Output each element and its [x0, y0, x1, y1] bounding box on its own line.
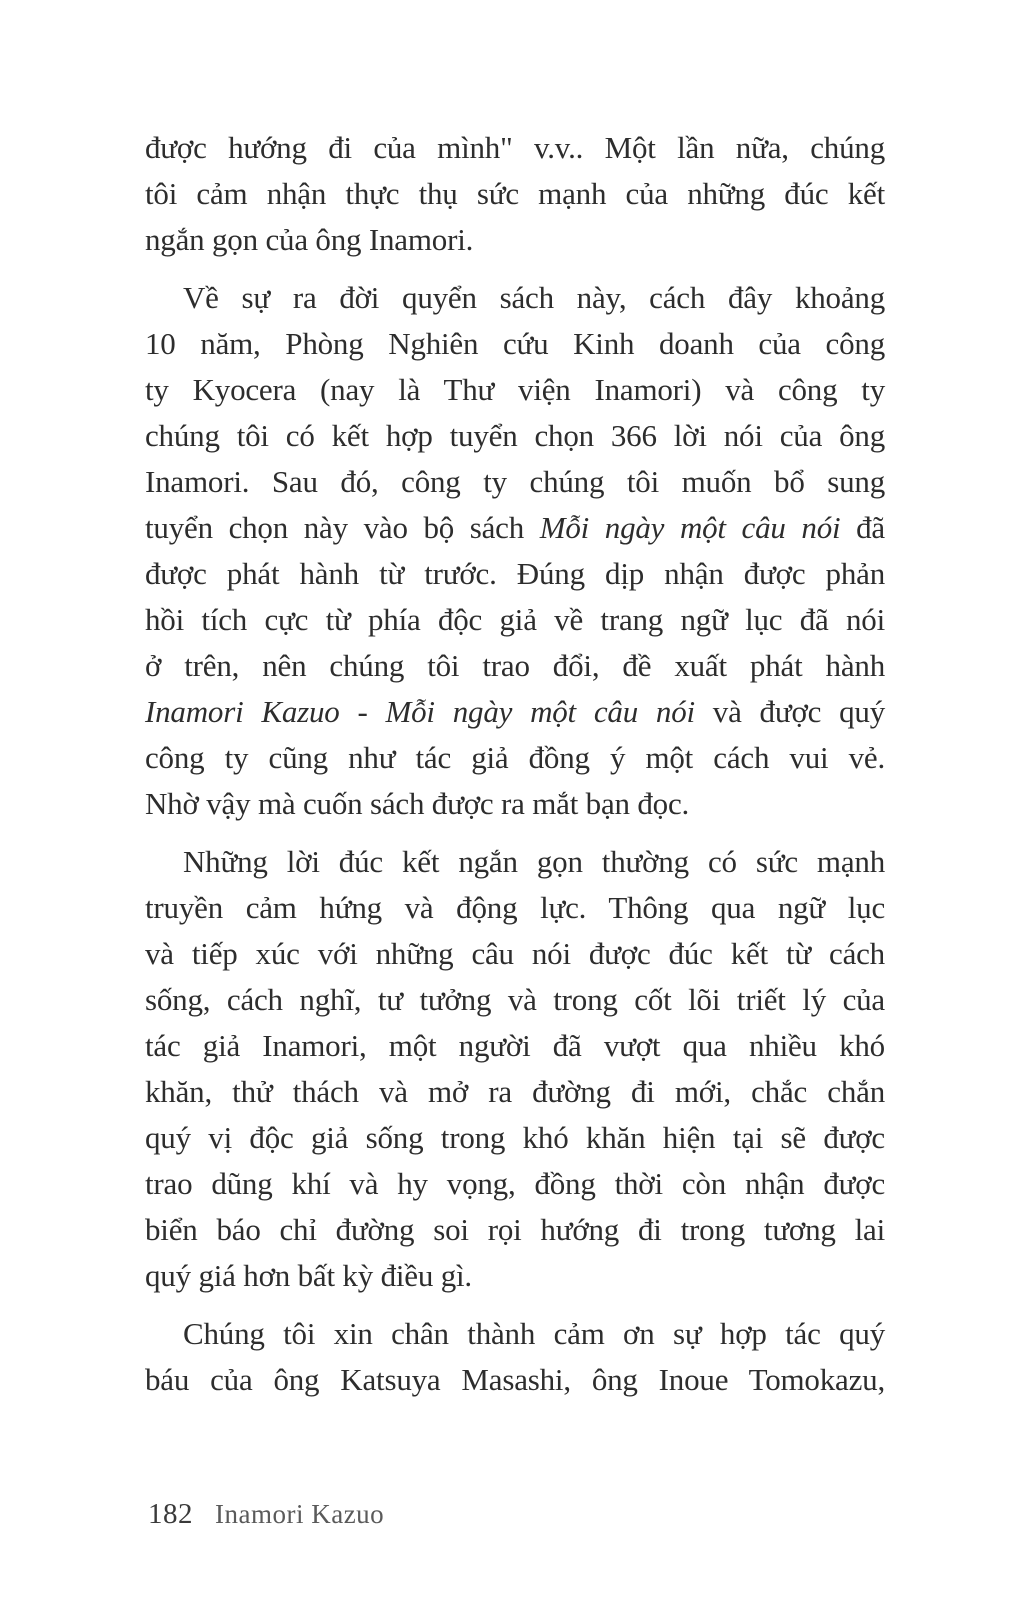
text-line	[145, 171, 885, 217]
text-line	[145, 931, 885, 977]
book-title-italic-run: Inamori Kazuo - Mỗi ngày một câu nói	[145, 694, 695, 729]
text-run: khăn, thử thách và mở ra đường đi mới, chắc chắn	[145, 1074, 885, 1109]
paragraph	[145, 839, 885, 1299]
text-run: tác giả Inamori, một người đã vượt qua nhiều khó	[145, 1028, 885, 1063]
text-line	[145, 977, 885, 1023]
text-run: chúng tôi có kết hợp tuyển chọn 366 lời nói của ông	[145, 418, 885, 453]
paragraph	[145, 125, 885, 263]
page-number: 182	[148, 1498, 193, 1530]
text-run: được hướng đi của mình" v.v.. Một lần nữa, chúng	[145, 130, 885, 165]
running-footer-book-title: Inamori Kazuo	[215, 1499, 385, 1529]
text-line	[145, 1023, 885, 1069]
text-line	[145, 1311, 885, 1357]
text-line	[145, 1115, 885, 1161]
text-line	[145, 505, 885, 551]
text-line	[145, 1207, 885, 1253]
text-line	[145, 839, 885, 885]
text-run: và được quý	[694, 694, 885, 729]
text-run: Nhờ vậy mà cuốn sách được ra mắt bạn đọc.	[145, 786, 690, 821]
paragraph	[145, 1311, 885, 1403]
text-run: Về sự ra đời quyển sách này, cách đây khoảng	[183, 280, 885, 315]
page-footer	[148, 1498, 384, 1531]
text-run: ngắn gọn của ông Inamori.	[145, 222, 474, 257]
text-line	[145, 1161, 885, 1207]
text-run: quý vị độc giả sống trong khó khăn hiện tại sẽ được	[145, 1120, 885, 1155]
text-run: và tiếp xúc với những câu nói được đúc kết từ cách	[145, 936, 885, 971]
text-line	[145, 275, 885, 321]
text-run: ở trên, nên chúng tôi trao đổi, đề xuất phát hành	[145, 648, 885, 683]
text-line	[145, 1253, 885, 1299]
text-run: công ty cũng như tác giả đồng ý một cách vui vẻ.	[145, 740, 885, 775]
text-run: quý giá hơn bất kỳ điều gì.	[145, 1258, 472, 1293]
text-line	[145, 217, 885, 263]
text-run: đã	[840, 510, 885, 545]
text-line	[145, 597, 885, 643]
text-line	[145, 367, 885, 413]
text-run: biển báo chỉ đường soi rọi hướng đi trong tương lai	[145, 1212, 885, 1247]
text-line	[145, 643, 885, 689]
text-line	[145, 321, 885, 367]
text-run: trao dũng khí và hy vọng, đồng thời còn nhận được	[145, 1166, 885, 1201]
text-line	[145, 689, 885, 735]
text-line	[145, 735, 885, 781]
text-run: Những lời đúc kết ngắn gọn thường có sức mạnh	[183, 844, 885, 879]
book-title-italic-run: Mỗi ngày một câu nói	[539, 510, 841, 545]
text-run: hồi tích cực từ phía độc giả về trang ngữ lục đã nói	[145, 602, 885, 637]
text-run: tôi cảm nhận thực thụ sức mạnh của những đúc kết	[145, 176, 885, 211]
text-run: 10 năm, Phòng Nghiên cứu Kinh doanh của công	[145, 326, 885, 361]
text-run: tuyển chọn này vào bộ sách	[145, 510, 540, 545]
text-run: báu của ông Katsuya Masashi, ông Inoue Tomokazu,	[145, 1362, 885, 1397]
text-line	[145, 125, 885, 171]
text-line	[145, 1069, 885, 1115]
text-run: ty Kyocera (nay là Thư viện Inamori) và công ty	[145, 372, 885, 407]
text-run: Chúng tôi xin chân thành cảm ơn sự hợp tác quý	[183, 1316, 885, 1351]
paragraph	[145, 275, 885, 827]
text-run: truyền cảm hứng và động lực. Thông qua ngữ lục	[145, 890, 885, 925]
text-line	[145, 885, 885, 931]
text-line	[145, 459, 885, 505]
text-line	[145, 551, 885, 597]
text-run: Inamori. Sau đó, công ty chúng tôi muốn bổ sung	[145, 464, 885, 499]
page-text-block	[145, 125, 885, 1415]
text-line	[145, 413, 885, 459]
text-line	[145, 1357, 885, 1403]
text-run: được phát hành từ trước. Đúng dịp nhận được phản	[145, 556, 885, 591]
text-run: sống, cách nghĩ, tư tưởng và trong cốt lõi triết lý của	[145, 982, 885, 1017]
text-line	[145, 781, 885, 827]
